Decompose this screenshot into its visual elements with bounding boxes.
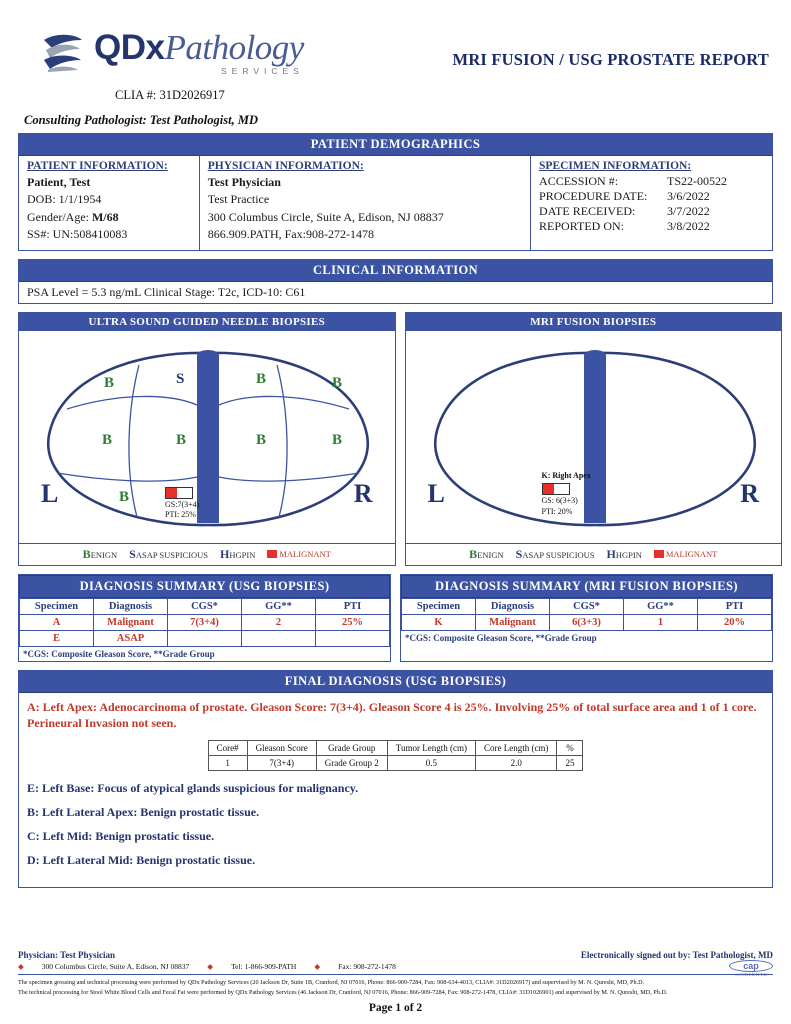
mri-callout — [542, 471, 591, 518]
mri-malignant-swatch — [542, 483, 570, 495]
usg-malignant-swatch — [165, 487, 193, 499]
col-cgs: CGS* — [168, 598, 242, 614]
legend-malignant-label: MALIGNANT — [665, 549, 718, 560]
usg-diagram-title: ULTRA SOUND GUIDED NEEDLE BIOPSIES — [19, 313, 395, 331]
col-specimen: Specimen — [402, 598, 476, 614]
col-pti: PTI — [316, 598, 390, 614]
specimen-row: ACCESSION #: TS22-00522 — [539, 174, 728, 188]
usg-mark-b3: B — [332, 374, 343, 391]
clia-number: CLIA #: 31D2026917 — [115, 88, 225, 102]
usg-mark-s1: S — [176, 370, 185, 387]
usg-right-label: R — [353, 478, 373, 508]
legend-b-key: B — [82, 546, 91, 561]
table-row: 1 7(3+4) Grade Group 2 0.5 2.0 25 — [208, 756, 583, 771]
clinical-banner: CLINICAL INFORMATION — [19, 260, 772, 282]
footer-fax: Fax: 908-272-1478 — [338, 962, 396, 972]
final-diagnosis-b: B: Left Lateral Apex: Benign prostatic tissue. — [27, 805, 260, 820]
footer-bullet: ◆ — [18, 962, 24, 972]
mri-callout-key: K: Right Apex — [541, 470, 591, 480]
usg-mark-b6: B — [256, 431, 267, 448]
specimen-row: DATE RECEIVED: 3/7/2022 — [539, 204, 710, 218]
patient-ssn: SS#: UN:508410083 — [27, 227, 128, 242]
specimen-information-header: SPECIMEN INFORMATION: — [539, 160, 692, 172]
clinical-text: PSA Level = 5.3 ng/mL Clinical Stage: T2c, ICD-10: C61 — [27, 284, 306, 299]
footer-address: 300 Columbus Circle, Suite A, Edison, NJ 08837 — [41, 962, 190, 972]
table-row: K Malignant 6(3+3) 1 20% — [402, 614, 772, 630]
usg-cgs-note: *CGS: Composite Gleason Score, **Grade Group — [23, 648, 215, 659]
footer-physician: Physician: Test Physician — [18, 950, 116, 961]
final-diagnosis-section — [18, 670, 773, 889]
physician-practice: Test Practice — [207, 192, 270, 207]
physician-information-column — [200, 156, 531, 250]
col-grade-group: Grade Group — [316, 741, 387, 756]
table-row: E ASAP — [20, 630, 390, 646]
demographics-banner: PATIENT DEMOGRAPHICS — [19, 134, 772, 156]
page-number: Page 1 of 2 — [368, 1002, 423, 1014]
col-gg: GG** — [624, 598, 698, 614]
table-header-row — [20, 598, 390, 614]
usg-callout — [165, 487, 199, 522]
table-header-row — [208, 741, 583, 756]
final-diagnosis-a: A: Left Apex: Adenocarcinoma of prostate. Gleason Score: 7(3+4). Gleason Score 4 is 25%. Involving 25% of total surface area and 1 of 1 core. Perineural Invasion not seen. — [27, 699, 757, 731]
qdx-logo-icon — [36, 26, 90, 80]
col-diagnosis: Diagnosis — [94, 598, 168, 614]
legend-malignant-label: MALIGNANT — [279, 549, 331, 560]
table-row: A Malignant 7(3+4) 2 25% — [20, 614, 390, 630]
logo-block — [18, 26, 304, 103]
patient-gender-age-value: M/68 — [91, 209, 119, 224]
mri-summary-panel — [400, 574, 773, 662]
usg-summary-table — [19, 598, 390, 647]
mri-diagram-canvas — [406, 331, 782, 543]
mri-summary-table — [401, 598, 772, 631]
usg-summary-panel — [18, 574, 391, 662]
col-gg: GG** — [242, 598, 316, 614]
report-header — [18, 0, 773, 103]
usg-left-label: L — [41, 478, 59, 508]
usg-mark-b7: B — [332, 431, 343, 448]
final-diagnosis-d: D: Left Lateral Mid: Benign prostatic tissue. — [27, 853, 256, 868]
specimen-row: REPORTED ON: 3/8/2022 — [539, 219, 710, 233]
col-gleason-score: Gleason Score — [247, 741, 316, 756]
legend-h-label: HGPIN — [615, 549, 642, 560]
logo-pathology-text: Pathology — [164, 28, 304, 68]
legend-h-key: H — [606, 546, 616, 561]
patient-dob: DOB: 1/1/1954 — [27, 192, 102, 207]
mri-right-label: R — [740, 478, 759, 508]
physician-address: 300 Columbus Circle, Suite A, Edison, NJ 08837 — [207, 209, 444, 224]
core-details-table — [208, 740, 584, 771]
usg-mark-b4: B — [102, 431, 113, 448]
legend-s-label: ASAP SUSPICIOUS — [522, 549, 595, 560]
footer-bullet: ◆ — [207, 962, 214, 972]
diagnosis-summaries — [18, 574, 773, 662]
footer-disclaimer-2: The technical processing for Stool White Blood Cells and Fecal Fat were performed by QDx Pathology Services (46 Jackson Dr, Cranford, NJ 07016, Phone: 866-909-7284, Fax: 908-272-1478, CLIA#: 31D1026901) and supervised by M. N. Qureshi, MD, Ph.D. — [18, 988, 668, 996]
usg-mark-b1: B — [104, 374, 115, 391]
clinical-information-section — [18, 259, 773, 304]
biopsy-diagrams — [18, 312, 773, 566]
col-percent: % — [557, 741, 583, 756]
report-footer — [18, 950, 773, 1014]
mri-diagram-panel — [405, 312, 783, 566]
logo-services-text: SERVICES — [221, 66, 304, 77]
col-pti: PTI — [698, 598, 772, 614]
specimen-row: PROCEDURE DATE: 3/6/2022 — [539, 189, 710, 203]
col-specimen: Specimen — [20, 598, 94, 614]
usg-mark-b8: B — [119, 488, 130, 505]
usg-diagram-canvas — [19, 331, 395, 543]
usg-mark-b5: B — [176, 431, 187, 448]
footer-signed-by: Test Pathologist, MD — [692, 950, 773, 961]
mri-cgs-note: *CGS: Composite Gleason Score, **Grade Group — [405, 632, 597, 643]
legend-b-label: ENIGN — [477, 549, 504, 560]
usg-callout-gs: GS:7(3+4) — [165, 499, 200, 509]
legend-h-label: HGPIN — [229, 549, 256, 560]
legend-s-label: ASAP SUSPICIOUS — [135, 549, 209, 560]
consulting-pathologist: Consulting Pathologist: Test Pathologist, MD — [24, 113, 258, 127]
usg-callout-pti: PTI: 25% — [165, 510, 196, 520]
col-core-number: Core# — [208, 741, 247, 756]
final-diagnosis-e: E: Left Base: Focus of atypical glands suspicious for malignancy. — [27, 781, 359, 796]
final-diagnosis-banner: FINAL DIAGNOSIS (USG BIOPSIES) — [19, 671, 772, 693]
patient-demographics-section — [18, 133, 773, 251]
legend-b-key: B — [469, 546, 478, 561]
mri-legend — [406, 543, 782, 565]
patient-information-column — [19, 156, 200, 250]
physician-name: Test Physician — [207, 175, 281, 189]
legend-malignant-swatch — [654, 550, 664, 558]
table-header-row — [402, 598, 772, 614]
mri-callout-gs: GS: 6(3+3) — [541, 496, 578, 506]
legend-s-key: S — [129, 546, 136, 561]
patient-information-header: PATIENT INFORMATION: — [27, 160, 168, 172]
legend-h-key: H — [220, 546, 230, 561]
footer-tel: Tel: 1-866-909-PATH — [231, 962, 297, 972]
specimen-information-column — [531, 156, 772, 250]
col-tumor-length: Tumor Length (cm) — [387, 741, 475, 756]
physician-information-header: PHYSICIAN INFORMATION: — [207, 160, 364, 172]
footer-bullet: ◆ — [314, 962, 321, 972]
col-diagnosis: Diagnosis — [476, 598, 550, 614]
legend-b-label: ENIGN — [90, 549, 118, 560]
col-core-length: Core Length (cm) — [475, 741, 556, 756]
mri-diagram-title: MRI FUSION BIOPSIES — [406, 313, 782, 331]
usg-diagram-panel — [18, 312, 396, 566]
footer-disclaimer-1: The specimen grossing and technical processing were performed by QDx Pathology Services (20 Jackson Dr, Suite 1B, Cranford, NJ 07016, Phone: 866-909-7284, Fax: 908-634-4013, CLIA#: 31D2026917) and supervised by M. N. Qureshi, MD, Ph.D. — [18, 979, 645, 987]
mri-left-label: L — [427, 478, 445, 508]
legend-malignant-swatch — [267, 550, 277, 558]
patient-gender-age-label: Gender/Age: — [27, 209, 89, 224]
mri-summary-banner: DIAGNOSIS SUMMARY (MRI FUSION BIOPSIES) — [401, 575, 772, 598]
col-cgs: CGS* — [550, 598, 624, 614]
usg-mark-b2: B — [256, 370, 267, 387]
usg-summary-banner: DIAGNOSIS SUMMARY (USG BIOPSIES) — [19, 575, 390, 598]
mri-callout-pti: PTI: 20% — [541, 507, 573, 517]
legend-s-key: S — [515, 546, 523, 561]
usg-legend — [19, 543, 395, 565]
physician-phone: 866.909.PATH, Fax:908-272-1478 — [207, 227, 374, 242]
final-diagnosis-c: C: Left Mid: Benign prostatic tissue. — [27, 829, 215, 844]
patient-name: Patient, Test — [27, 175, 91, 189]
logo-qdx-text: QDx — [94, 28, 165, 68]
page-title: MRI FUSION / USG PROSTATE REPORT — [452, 50, 769, 69]
footer-signed-label: Electronically signed out by: — [580, 950, 691, 961]
cap-accredited-icon: cap ACCREDITED — [729, 960, 773, 986]
